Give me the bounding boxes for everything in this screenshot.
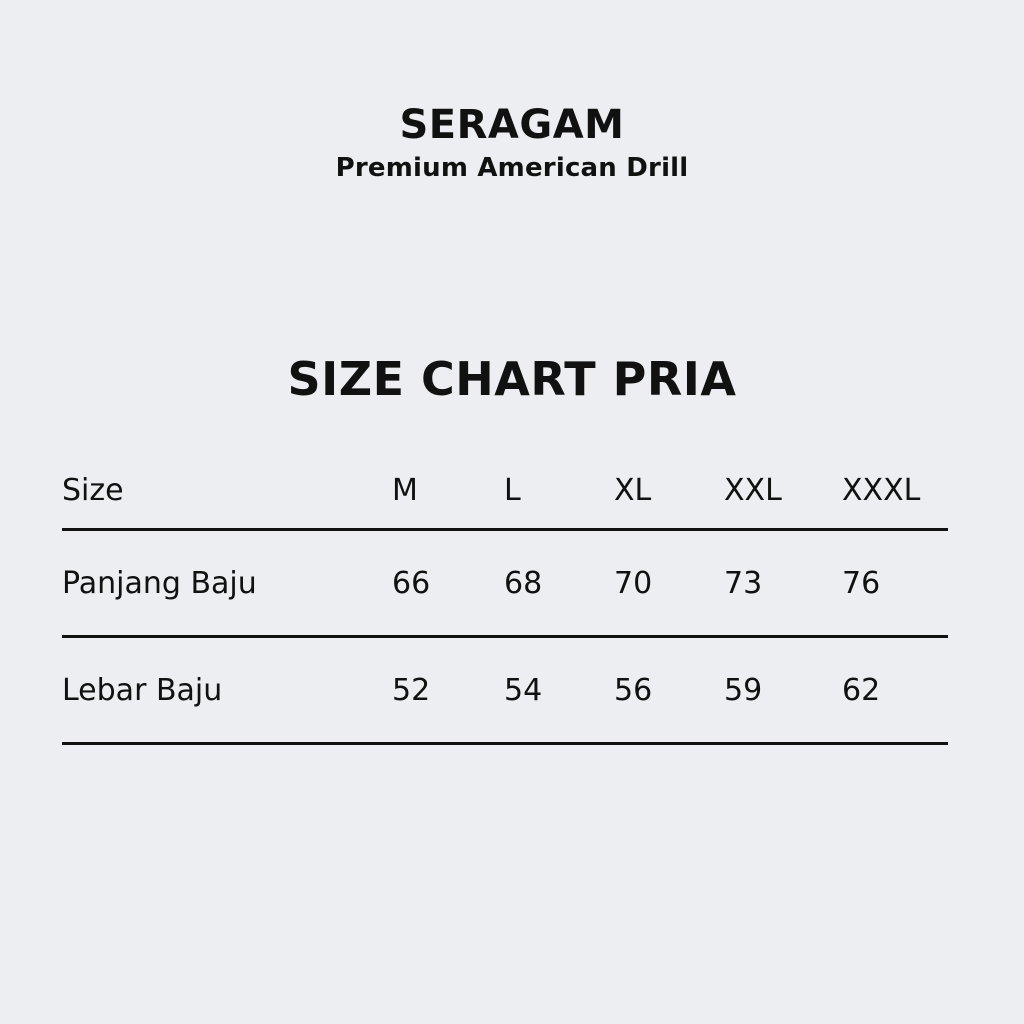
cell-panjang-baju-l: 68	[504, 530, 614, 637]
column-header-xl: XL	[614, 452, 724, 530]
cell-lebar-baju-xl: 56	[614, 637, 724, 744]
cell-lebar-baju-xxxl: 62	[842, 637, 948, 744]
row-label-lebar-baju: Lebar Baju	[62, 637, 392, 744]
cell-panjang-baju-m: 66	[392, 530, 504, 637]
cell-lebar-baju-m: 52	[392, 637, 504, 744]
column-header-l: L	[504, 452, 614, 530]
cell-lebar-baju-xxl: 59	[724, 637, 842, 744]
column-header-m: M	[392, 452, 504, 530]
cell-panjang-baju-xxl: 73	[724, 530, 842, 637]
cell-lebar-baju-l: 54	[504, 637, 614, 744]
table-row	[62, 637, 948, 744]
column-header-xxl: XXL	[724, 452, 842, 530]
size-chart-table-wrapper	[62, 452, 948, 745]
table-header-row	[62, 452, 948, 530]
brand-block	[0, 103, 1024, 184]
column-header-xxxl: XXXL	[842, 452, 948, 530]
cell-panjang-baju-xl: 70	[614, 530, 724, 637]
brand-tagline: Premium American Drill	[335, 153, 689, 183]
table-row	[62, 530, 948, 637]
row-label-panjang-baju: Panjang Baju	[62, 530, 392, 637]
brand-name: SERAGAM	[399, 102, 625, 148]
cell-panjang-baju-xxxl: 76	[842, 530, 948, 637]
column-header-size: Size	[62, 452, 392, 530]
page-title: SIZE CHART PRIA	[287, 352, 737, 406]
table-header	[62, 452, 948, 530]
table-body	[62, 530, 948, 744]
size-chart-table	[62, 452, 948, 745]
